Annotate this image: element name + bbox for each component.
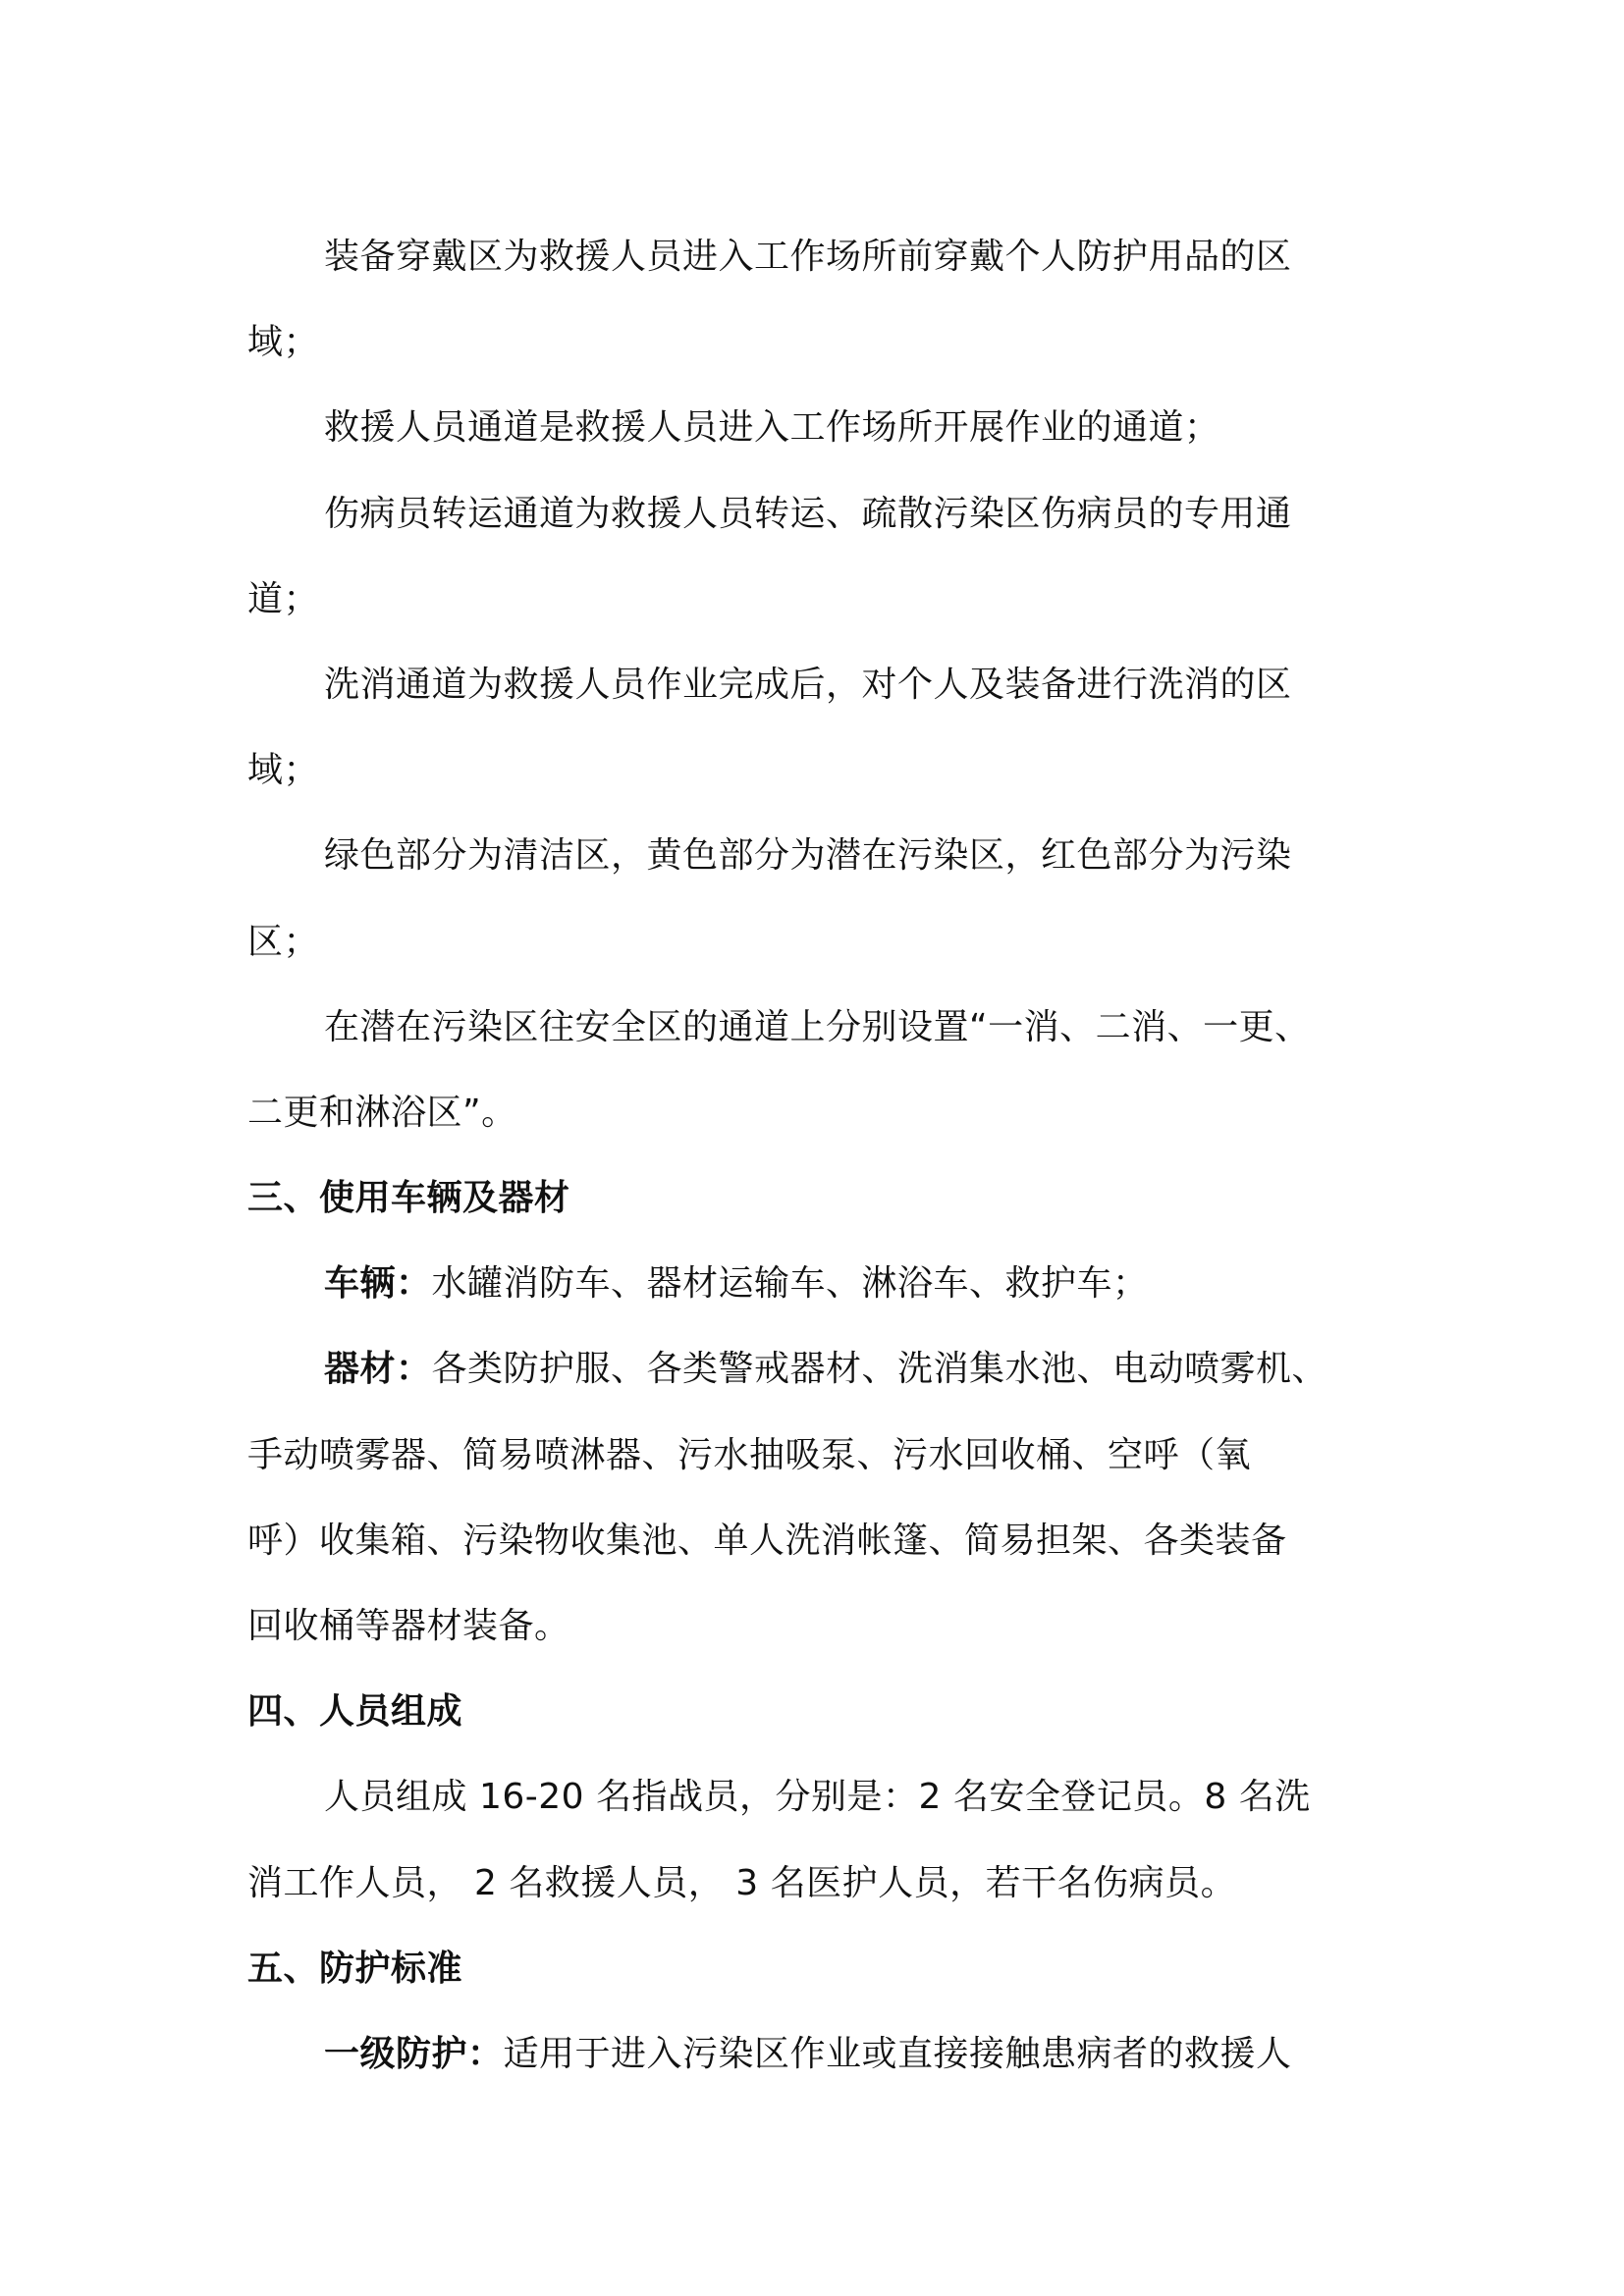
paragraph-line: 道；	[247, 578, 320, 619]
level1-label: 一级防护：	[324, 2033, 504, 2074]
vehicles-text: 水罐消防车、器材运输车、淋浴车、救护车；	[431, 1263, 1149, 1305]
paragraph-line: 在潜在污染区往安全区的通道上分别设置“一消、二消、一更、	[324, 1006, 1311, 1047]
paragraph-line: 区；	[247, 921, 320, 962]
section-heading-vehicles-equipment: 三、使用车辆及器材	[247, 1178, 570, 1219]
paragraph-line: 绿色部分为清洁区，黄色部分为潜在污染区，红色部分为污染	[324, 835, 1292, 877]
equipment-paragraph	[247, 1326, 1386, 1412]
paragraph-line: 回收桶等器材装备。	[247, 1606, 570, 1646]
paragraph-line: 域；	[247, 750, 320, 791]
paragraph-line: 手动喷雾器、简易喷淋器、污水抽吸泵、污水回收桶、空呼（氧	[247, 1434, 1252, 1475]
paragraph-line: 装备穿戴区为救援人员进入工作场所前穿戴个人防护用品的区	[324, 237, 1292, 277]
level1-text: 适用于进入污染区作业或直接接触患病者的救援人	[503, 2033, 1292, 2074]
paragraph-line: 洗消通道为救援人员作业完成后，对个人及装备进行洗消的区	[324, 664, 1292, 705]
vehicles-paragraph	[247, 1241, 1386, 1326]
paragraph-line: 二更和淋浴区”。	[247, 1092, 517, 1133]
paragraph-line: 域；	[247, 322, 320, 363]
document-page	[247, 214, 1386, 2097]
paragraph-line: 救援人员通道是救援人员进入工作场所开展作业的通道；	[324, 407, 1220, 449]
section-heading-personnel: 四、人员组成	[247, 1691, 463, 1733]
paragraph-line: 人员组成 16-20 名指战员，分别是：2 名安全登记员。8 名洗	[324, 1777, 1311, 1818]
paragraph-line: 呼）收集箱、污染物收集池、单人洗消帐篷、简易担架、各类装备	[247, 1520, 1287, 1561]
paragraph-line: 消工作人员， 2 名救援人员， 3 名医护人员，若干名伤病员。	[247, 1862, 1237, 1903]
section-heading-protection: 五、防护标准	[247, 1948, 463, 1989]
level1-paragraph	[247, 2011, 1386, 2097]
paragraph-line: 伤病员转运通道为救援人员转运、疏散污染区伤病员的专用通	[324, 493, 1292, 534]
equipment-text: 各类防护服、各类警戒器材、洗消集水池、电动喷雾机、	[431, 1349, 1328, 1390]
vehicles-label: 车辆：	[324, 1263, 432, 1305]
equipment-label: 器材：	[324, 1349, 432, 1390]
